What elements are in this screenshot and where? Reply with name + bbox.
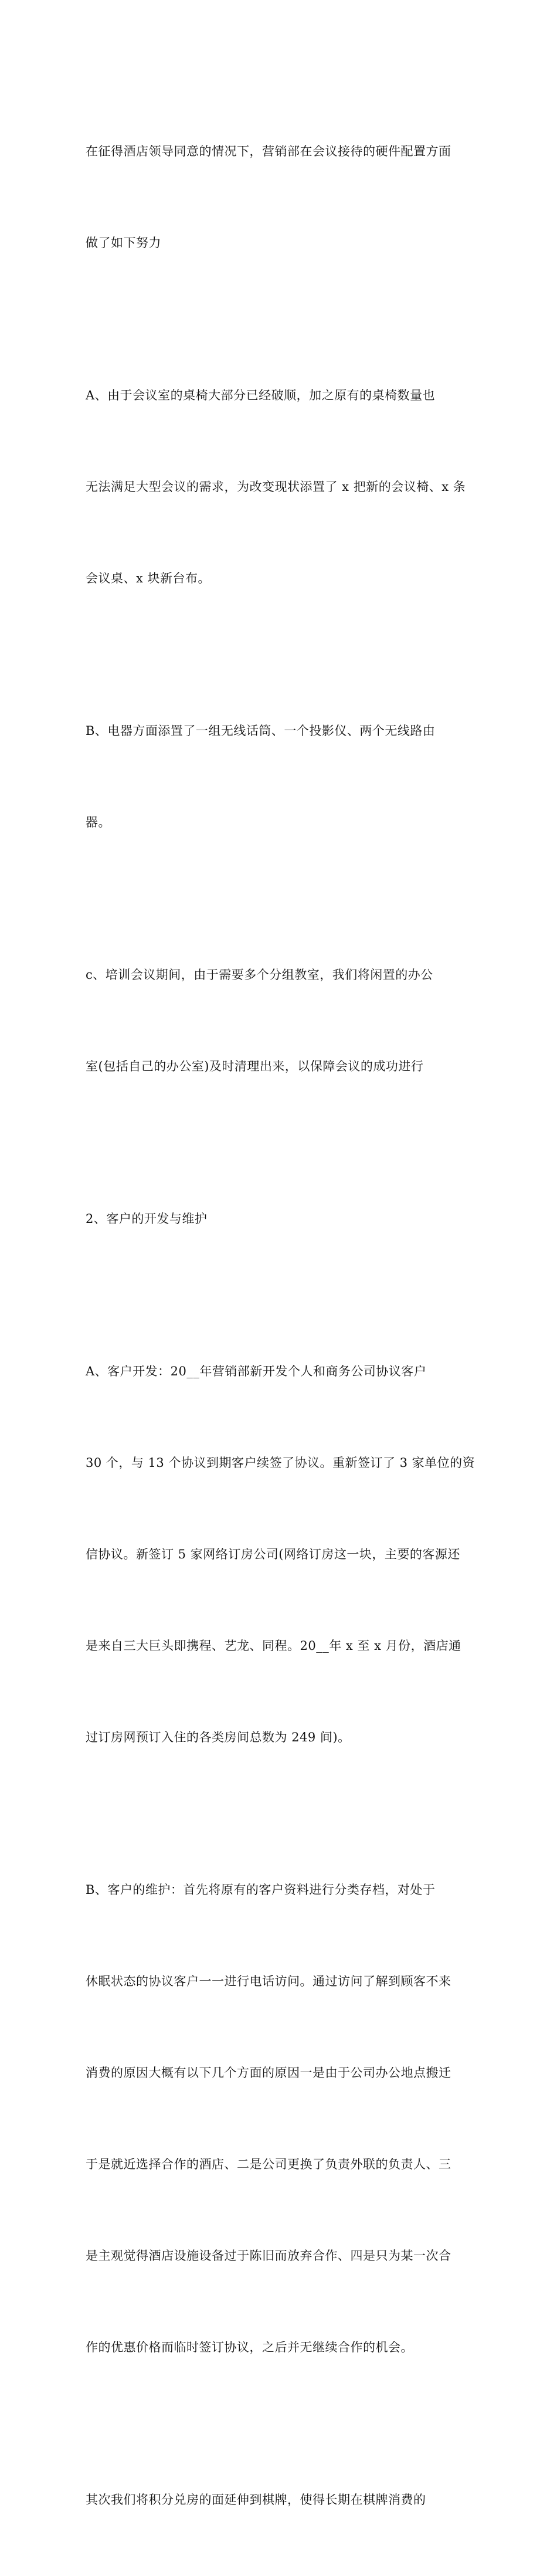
text-line: c、培训会议期间，由于需要多个分组教室，我们将闲置的办公 (86, 968, 433, 982)
paragraph-customer-development (86, 1295, 478, 1814)
text-line: 室(包括自己的办公室)及时清理出来，以保障会议的成功进行 (86, 1059, 424, 1073)
text-line: 作的优惠价格而临时签订协议，之后并无继续合作的机会。 (86, 2340, 413, 2354)
text-line: 2、客户的开发与维护 (86, 1212, 208, 1226)
section-heading-customer-development (86, 1143, 478, 1295)
text-line: 做了如下努力 (86, 236, 161, 250)
text-line: 30 个，与 13 个协议到期客户续签了协议。重新签订了 3 家单位的资 (86, 1456, 476, 1470)
text-line: B、客户的维护：首先将原有的客户资料进行分类存档，对处于 (86, 1883, 436, 1897)
text-line: 消费的原因大概有以下几个方面的原因一是由于公司办公地点搬迁 (86, 2066, 451, 2080)
paragraph-item-a-furniture (86, 319, 478, 655)
paragraph-customer-maintenance (86, 1814, 478, 2424)
text-line: 会议桌、x 块新台布。 (86, 571, 211, 585)
text-line: B、电器方面添置了一组无线话筒、一个投影仪、两个无线路由 (86, 724, 436, 738)
paragraph-item-b-electrical (86, 655, 478, 899)
text-line: 器。 (86, 815, 111, 829)
paragraph-item-c-training (86, 899, 478, 1143)
text-line: A、客户开发：20__年营销部新开发个人和商务公司协议客户 (86, 1364, 427, 1378)
text-line: 于是就近选择合作的酒店、二是公司更换了负责外联的负责人、三 (86, 2157, 451, 2171)
text-line: 过订房网预订入住的各类房间总数为 249 间)。 (86, 1730, 351, 1744)
paragraph-points-extension (86, 2424, 478, 2576)
text-line: 是主观觉得酒店设施设备过于陈旧而放弃合作、四是只为某一次合 (86, 2249, 451, 2263)
text-line: 是来自三大巨头即携程、艺龙、同程。20__年 x 至 x 月份，酒店通 (86, 1639, 461, 1653)
document-body (86, 75, 478, 2576)
text-line: 信协议。新签订 5 家网络订房公司(网络订房这一块，主要的客源还 (86, 1547, 460, 1561)
text-line: 休眠状态的协议客户一一进行电话访问。通过访问了解到顾客不来 (86, 1974, 451, 1988)
text-line: A、由于会议室的桌椅大部分已经破顺，加之原有的桌椅数量也 (86, 388, 436, 402)
text-line: 在征得酒店领导同意的情况下，营销部在会议接待的硬件配置方面 (86, 144, 451, 158)
text-line: 其次我们将积分兑房的面延伸到棋牌，使得长期在棋牌消费的 (86, 2493, 426, 2507)
paragraph-intro (86, 75, 478, 319)
text-line: 无法满足大型会议的需求，为改变现状添置了 x 把新的会议椅、x 条 (86, 480, 466, 494)
